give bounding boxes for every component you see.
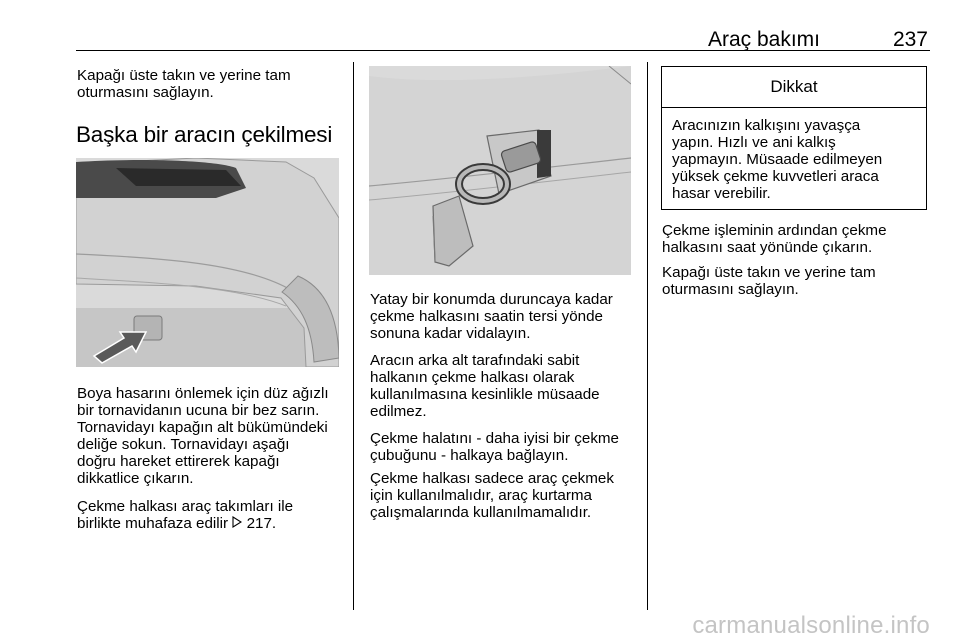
towing-eye-usage: Çekme halkası sadece araç çekmek için kullanılmalıdır, araç kurtarma çalışmalarında kullanılmamalıdır. xyxy=(370,470,614,521)
towing-eye-illustration xyxy=(369,66,631,275)
caution-title: Dikkat xyxy=(662,67,926,108)
section-title: Araç bakımı xyxy=(707,28,820,51)
caution-box xyxy=(661,66,927,210)
cover-reinstall: Kapağı üste takın ve yerine tam oturmasını sağlayın. xyxy=(662,264,876,298)
page-number: 237 xyxy=(892,28,928,51)
tow-rope-instructions: Çekme halatını - daha iyisi bir çekme çubuğunu - halkaya bağlayın. xyxy=(370,430,620,464)
caution-text: Aracınızın kalkışını yavaşça yapın. Hızlı ve ani kalkış yapmayın. Müsaade edilmeyen yüksek çekme kuvvetleri araca hasar verebilir. xyxy=(672,117,883,202)
triangle-reference-icon xyxy=(232,515,242,532)
screw-instructions: Yatay bir konumda duruncaya kadar çekme halkasını saatin tersi yönde sonuna kadar vidalayın. xyxy=(370,291,613,342)
fixed-ring-warning: Aracın arka alt tarafındaki sabit halkanın çekme halkası olarak kullanılmasına kesinlikle müsaade edilmez. xyxy=(370,352,600,420)
rear-bumper-illustration xyxy=(76,158,339,367)
column-divider-1 xyxy=(353,62,354,610)
tornavida-instructions: Boya hasarını önlemek için düz ağızlı bir tornavidanın ucuna bir bez sarın. Tornavidayı kapağın alt bükümündeki deliğe sokun. Tornavidayı aşağı doğru hareket ettirerek kapağı dikkatlice çıkarın. xyxy=(77,385,329,487)
column-divider-2 xyxy=(647,62,648,610)
intro-paragraph: Kapağı üste takın ve yerine tam oturmasını sağlayın. xyxy=(77,67,291,101)
page-reference: 217. xyxy=(246,515,277,532)
removal-instructions: Çekme işleminin ardından çekme halkasını saat yönünde çıkarın. xyxy=(662,222,887,256)
watermark: carmanualsonline.info xyxy=(692,612,930,639)
header-divider xyxy=(76,50,930,51)
page-header xyxy=(76,28,930,52)
section-heading: Başka bir aracın çekilmesi xyxy=(76,122,333,147)
storage-note: Çekme halkası araç takımları ile birlikte muhafaza edilir 217. xyxy=(77,498,294,532)
